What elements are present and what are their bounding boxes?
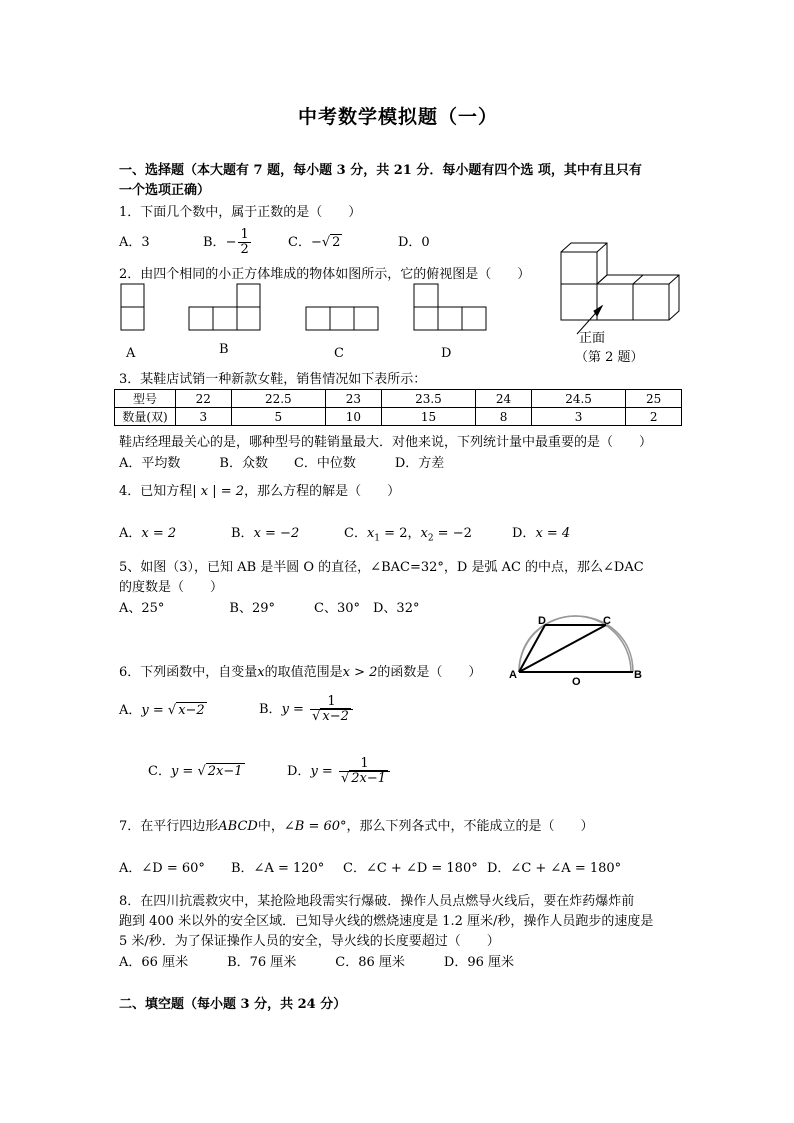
q6-option-a: [119, 703, 207, 719]
q7-option-c: C．∠C + ∠D = 180°: [343, 861, 478, 876]
q1-c-prefix: C．: [288, 235, 311, 250]
q3-options: A．平均数 B．众数 C．中位数 D．方差: [119, 456, 445, 471]
q5-line1: 5、如图（3），已知 AB 是半圆 O 的直径，∠BAC=32°，D 是弧 AC 的中点，那么∠DAC: [119, 560, 644, 575]
q3-count-cell: 5: [231, 408, 326, 426]
q6-a-lhs: y =: [141, 703, 168, 718]
radical-sign: √: [197, 764, 206, 779]
q6-option-c: [148, 764, 245, 780]
q6-a-radicand: x−2: [178, 703, 205, 718]
q2-front-label: 正面: [579, 331, 606, 346]
q1-c-sign: −: [310, 235, 322, 250]
q6-b-lhs: y =: [281, 702, 309, 717]
q7-stem: [119, 819, 594, 835]
q6-d-denominator: [339, 772, 390, 786]
q7-stem-pre: 7．在平行四边形: [119, 819, 219, 834]
q4-equation: | x | = 2: [192, 484, 245, 499]
q6-d-lhs: y =: [310, 764, 337, 779]
q3-count-cell: 8: [476, 408, 532, 426]
q3-size-cell: 22: [176, 390, 232, 408]
q3-question: 鞋店经理最关心的是，哪种型号的鞋销量最大．对他来说，下列统计量中最重要的是（ ）: [119, 435, 653, 450]
q2-option-b-label: B: [219, 342, 229, 357]
q7-stem-mid: 中，: [257, 819, 284, 834]
radical-sign: √: [340, 771, 350, 786]
q4-a-prefix: A．: [119, 526, 142, 541]
q6-stem-cond: x > 2: [342, 665, 378, 680]
q1-b-numerator: 1: [240, 227, 249, 242]
q6-d-prefix: D．: [287, 764, 311, 779]
q6-b-prefix: B．: [259, 702, 282, 717]
q5-point-a: A: [509, 669, 517, 681]
q5-point-c: C: [603, 615, 611, 627]
q6-stem-mid: 的取值范围是: [264, 665, 343, 680]
q6-option-b: [259, 690, 355, 730]
q6-stem-var: x: [257, 665, 265, 680]
q6-stem: [119, 665, 481, 681]
q4-b-eq: x = −2: [253, 526, 300, 541]
q4-d-prefix: D．: [512, 526, 536, 541]
section1-heading-line2: 一个选项正确）: [119, 183, 211, 198]
q5-point-o: O: [572, 676, 581, 688]
q5-line2: 的度数是（ ）: [119, 580, 224, 595]
q6-c-prefix: C．: [148, 764, 171, 779]
q1-option-d: D．0: [398, 235, 430, 250]
section2-heading: 二、填空题（每小题 3 分，共 24 分）: [119, 997, 347, 1012]
q3-count-cell: 3: [531, 408, 626, 426]
q4-c-prefix: C．: [344, 526, 367, 541]
q1-c-radicand: 2: [332, 235, 341, 250]
q4-c-val1: = 2，: [380, 526, 421, 541]
q7-stem-shape: ABCD: [218, 819, 258, 834]
q7-option-b: B．∠A = 120°: [231, 861, 325, 876]
q4-c-sub1: 1: [374, 533, 381, 544]
q1-b-denominator: 2: [240, 242, 249, 257]
q8-line3: 5 米/秒．为了保证操作人员的安全，导火线的长度要超过（ ）: [119, 934, 500, 949]
radical-sign: √: [312, 709, 321, 724]
q3-count-cell: 10: [326, 408, 382, 426]
q2-figure-caption: （第 2 题）: [575, 350, 644, 365]
q7-stem-angle: ∠B = 60°: [283, 819, 347, 834]
q3-size-cell: 22.5: [231, 390, 326, 408]
q4-c-val2: = −2: [433, 526, 472, 541]
radical-sign: √: [167, 703, 177, 718]
q6-stem-pre: 6．下列函数中，自变量: [119, 665, 258, 680]
q1-stem: 1．下面几个数中，属于正数的是（ ）: [119, 205, 362, 220]
q8-line1: 8．在四川抗震救灾中，某抢险地段需实行爆破．操作人员点燃导火线后，要在炸药爆炸前: [119, 894, 635, 909]
q7-option-a: A．∠D = 60°: [119, 861, 205, 876]
q3-size-cell: 23: [326, 390, 382, 408]
q4-d-eq: x = 4: [535, 526, 571, 541]
q6-d-radicand: 2x−1: [351, 771, 387, 786]
q4-c-var2: x: [420, 526, 428, 541]
q3-stem: 3．某鞋店试销一种新款女鞋，销售情况如下表所示：: [119, 372, 427, 387]
q5-point-d: D: [538, 615, 546, 627]
q6-c-lhs: y =: [170, 764, 198, 779]
q4-a-eq: x = 2: [141, 526, 177, 541]
q3-row1-header: 型号: [115, 390, 176, 408]
q3-count-cell: 15: [381, 408, 476, 426]
q5-options: A、25° B、29° C、30° D、32°: [119, 601, 420, 616]
q4-b-prefix: B．: [231, 526, 254, 541]
q6-b-denominator: [310, 710, 353, 724]
page-title: 中考数学模拟题（一）: [298, 106, 499, 128]
q6-c-radicand: 2x−1: [207, 764, 243, 779]
q3-row2-header: 数量(双): [115, 408, 176, 426]
q6-b-numerator: 1: [310, 695, 353, 710]
q4-stem-post: ，那么方程的解是（ ）: [244, 484, 401, 499]
q3-count-cell: 2: [626, 408, 682, 426]
q6-d-fraction: [339, 757, 390, 786]
q7-option-d: D．∠C + ∠A = 180°: [487, 861, 622, 876]
q4-stem-pre: 4．已知方程: [119, 484, 193, 499]
q2-stem: 2．由四个相同的小正方体堆成的物体如图所示，它的俯视图是（ ）: [119, 267, 531, 282]
q3-size-cell: 24.5: [531, 390, 626, 408]
q1-b-sign: −: [225, 235, 237, 250]
section1-heading-line1: 一、选择题（本大题有 7 题，每小题 3 分，共 21 分．每小题有四个选 项，其中有且只有: [119, 163, 642, 178]
q5-point-b: B: [634, 669, 642, 681]
q3-size-cell: 25: [626, 390, 682, 408]
q7-stem-post: ，那么下列各式中，不能成立的是（ ）: [346, 819, 594, 834]
q1-b-prefix: B．: [203, 235, 226, 250]
q6-option-d: [287, 752, 392, 792]
q2-option-a-label: A: [126, 346, 136, 361]
q8-options: A．66 厘米 B．76 厘米 C．86 厘米 D．96 厘米: [119, 955, 515, 970]
q4-c-sub2: 2: [427, 533, 434, 544]
q6-a-prefix: A．: [119, 703, 142, 718]
q3-count-cell: 3: [176, 408, 232, 426]
q6-d-numerator: 1: [339, 757, 390, 772]
q6-b-fraction: [310, 695, 353, 724]
q6-stem-post: 的函数是（ ）: [377, 665, 482, 680]
q6-b-radicand: x−2: [322, 709, 349, 724]
q3-size-cell: 23.5: [381, 390, 476, 408]
q2-option-c-label: C: [334, 346, 344, 361]
radical-sign: √: [321, 235, 331, 250]
q3-size-cell: 24: [476, 390, 532, 408]
q8-line2: 跑到 400 米以外的安全区域．已知导火线的燃烧速度是 1.2 厘米/秒，操作人员跑步的速度是: [119, 914, 654, 929]
q4-c-var1: x: [366, 526, 375, 541]
q1-option-a: A．3: [119, 235, 150, 250]
q2-option-d-label: D: [441, 346, 452, 361]
